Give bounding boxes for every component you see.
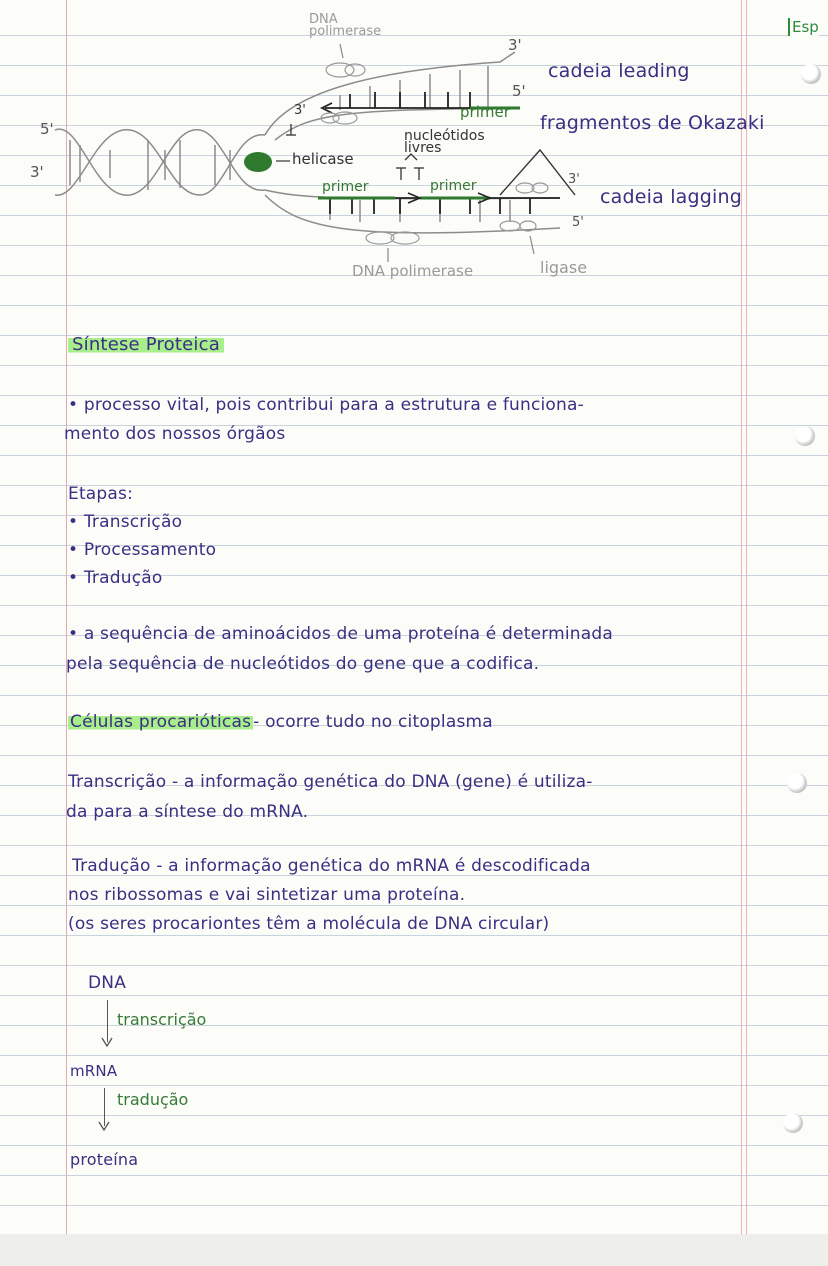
helicase-icon	[244, 152, 272, 172]
heading-sintese-proteica: Síntese Proteica	[68, 334, 224, 355]
flow-transcricao: transcrição	[117, 1010, 207, 1029]
label-dna-polimerase-top: DNA polimerase	[309, 12, 382, 39]
label-primer-top: primer	[460, 103, 510, 121]
etapas-title: Etapas:	[68, 484, 134, 504]
traducao-line3: (os seres procariontes têm a molécula de DNA circular)	[68, 914, 550, 934]
page-bottom-edge	[0, 1234, 828, 1266]
label-5prime-lower: 5'	[572, 215, 584, 230]
section-tab[interactable]: Esp	[788, 18, 819, 36]
bullet-sequencia-line1: • a sequência de aminoácidos de uma proteína é determinada	[68, 624, 613, 644]
punch-hole-icon	[795, 426, 815, 446]
etapa-item: • Processamento	[68, 540, 217, 560]
traducao-line1: Tradução - a informação genética do mRNA é descodificada	[72, 856, 591, 876]
label-fragmentos-okazaki: fragmentos de Okazaki	[540, 112, 765, 134]
double-helix-icon	[55, 129, 265, 195]
label-helicase: helicase	[292, 150, 354, 168]
celulas-procarioticas-highlight: Células procarióticas	[70, 712, 252, 732]
celulas-procarioticas-line	[68, 712, 493, 732]
label-3prime-inner: 3'	[294, 103, 306, 118]
label-3prime-left: 3'	[30, 163, 44, 181]
label-3prime-lower: 3'	[568, 172, 580, 187]
lagging-strand-icon	[318, 198, 560, 214]
punch-hole-icon	[787, 773, 807, 793]
flow-traducao: tradução	[117, 1090, 189, 1109]
label-nucleotidos-livres: nucleótidos livres	[404, 128, 485, 156]
bullet-processo-line1: • processo vital, pois contribui para a estrutura e funciona-	[68, 395, 584, 415]
label-cadeia-leading: cadeia leading	[548, 60, 690, 82]
flow-mrna: mRNA	[70, 1062, 118, 1080]
label-cadeia-lagging: cadeia lagging	[600, 186, 743, 208]
flow-dna: DNA	[88, 973, 127, 993]
transcricao-line2: da para a síntese do mRNA.	[66, 802, 309, 822]
etapa-item: • Transcrição	[68, 512, 183, 532]
etapa-item: • Tradução	[68, 568, 163, 588]
label-3prime-top: 3'	[508, 36, 522, 54]
punch-hole-icon	[783, 1113, 803, 1133]
flow-arrow-head-icon	[100, 1036, 116, 1048]
okazaki-fragment-icon	[500, 150, 575, 195]
flow-arrow-head-icon	[97, 1120, 113, 1132]
label-5prime-left: 5'	[40, 120, 54, 138]
label-5prime-top: 5'	[512, 82, 526, 100]
label-primer-lower-2: primer	[430, 178, 477, 194]
flow-proteina: proteína	[70, 1150, 139, 1169]
traducao-line2: nos ribossomas e vai sintetizar uma proteína.	[68, 885, 466, 905]
celulas-procarioticas-rest: - ocorre tudo no citoplasma	[253, 712, 493, 732]
transcricao-line1: Transcrição - a informação genética do DNA (gene) é utiliza-	[68, 772, 593, 792]
label-primer-lower-1: primer	[322, 179, 369, 195]
label-dna-polimerase-bottom: DNA polimerase	[352, 262, 474, 280]
bullet-processo-line2: mento dos nossos órgãos	[64, 424, 286, 444]
label-ligase: ligase	[540, 258, 588, 277]
bullet-sequencia-line2: pela sequência de nucleótidos do gene que a codifica.	[66, 654, 540, 674]
